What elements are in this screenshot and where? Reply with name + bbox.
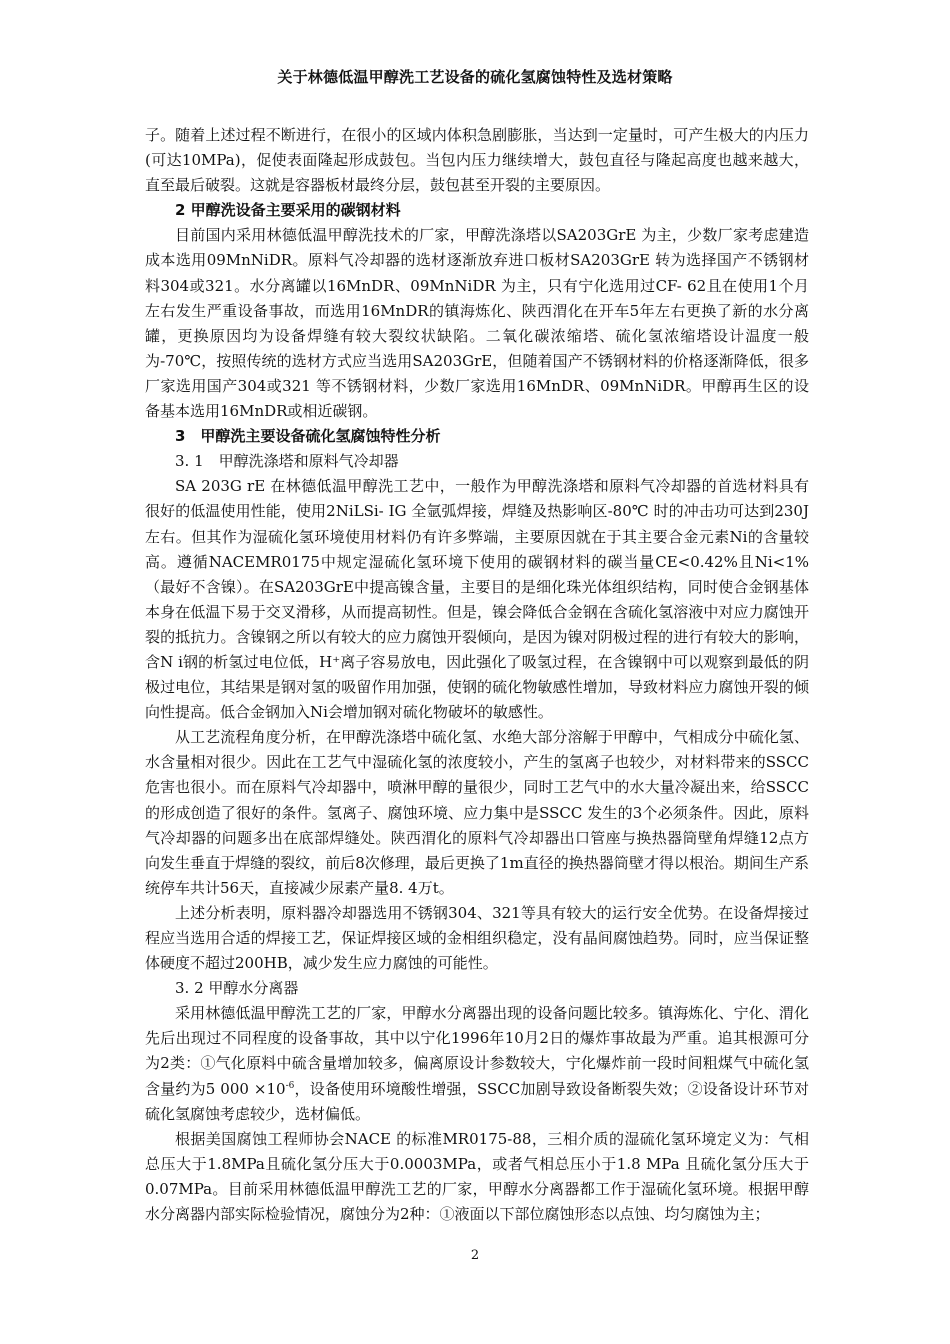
subsection-heading: 3. 2 甲醇水分离器 xyxy=(175,979,299,998)
page-number: 2 xyxy=(470,1248,480,1263)
section-heading: 3 甲醇洗主要设备硫化氢腐蚀特性分析 xyxy=(175,427,441,446)
section-heading: 2 甲醇洗设备主要采用的碳钢材料 xyxy=(175,201,401,220)
paragraph: 根据美国腐蚀工程师协会NACE 的标准MR0175-88，三相介质的湿硫化氢环境定义为：气相总压大于1.8MPa且硫化氢分压大于0.0003MPa，或者气相总压小于1.8 MPa 且硫化氢分压大于0.07MPa。目前采用林德低温甲醇洗工艺的厂家，甲醇水分离器都工作于湿硫化氢环境。根据甲醇水分离器内部实际检验情况，腐蚀分为2种：①液面以下部位腐蚀形态以点蚀、均匀腐蚀为主； xyxy=(145,1129,809,1224)
paragraph: 从工艺流程角度分析，在甲醇洗涤塔中硫化氢、水绝大部分溶解于甲醇中，气相成分中硫化氢、水含量相对很少。因此在工艺气中湿硫化氢的浓度较小，产生的氢离子也较少，对材料带来的SSCC危害也很小。而在原料气冷却器中，喷淋甲醇的量很少，同时工艺气中的水大量冷凝出来，给SSCC 的形成创造了很好的条件。氢离子、腐蚀环境、应力集中是SSCC 发生的3个必须条件。因此，原料气冷却器的问题多出在底部焊缝处。陕西渭化的原料气冷却器出口管座与换热器筒壁角焊缝12点方向发生垂直于焊缝的裂纹，前后8次修理，最后更换了1m直径的换热器筒壁才得以根治。期间生产系统停车共计56天，直接减少尿素产量8. 4万t。 xyxy=(145,728,809,897)
subsection-heading: 3. 1 甲醇洗涤塔和原料气冷却器 xyxy=(175,452,399,471)
document-body xyxy=(145,123,809,1227)
paragraph: 子。随着上述过程不断进行，在很小的区域内体积急剧膨胀，当达到一定量时，可产生极大的内压力(可达10MPa)，促使表面隆起形成鼓包。当包内压力继续增大，鼓包直径与隆起高度也越来越大，直至最后破裂。这就是容器板材最终分层，鼓包甚至开裂的主要原因。 xyxy=(145,126,809,195)
paragraph: SA 203G rE 在林德低温甲醇洗工艺中，一般作为甲醇洗涤塔和原料气冷却器的首选材料具有很好的低温使用性能，使用2NiLSi- IG 全氩弧焊接，焊缝及热影响区-80℃ 时的冲击功可达到230J左右。但其作为湿硫化氢环境使用材料仍有许多弊端，主要原因就在于其主要合金元素Ni的含量较高。遵循NACEMR0175中规定湿硫化氢环境下使用的碳钢材料的碳当量CE<0.42%且Ni<1%（最好不含镍）。在SA203GrE中提高镍含量，主要目的是细化珠光体组织结构，同时使合金钢基体本身在低温下易于交叉滑移，从而提高韧性。但是，镍会降低合金钢在含硫化氢溶液中对应力腐蚀开裂的抵抗力。含镍钢之所以有较大的应力腐蚀开裂倾向，是因为镍对阴极过程的进行有较大的影响，含N i钢的析氢过电位低，H⁺离子容易放电，因此强化了吸氢过程，在含镍钢中可以观察到最低的阴极过电位，其结果是钢对氢的吸留作用加强，使钢的硫化物敏感性增加，导致材料应力腐蚀开裂的倾向性提高。低合金钢加入Ni会增加钢对硫化物破坏的敏感性。 xyxy=(145,477,809,722)
paragraph-text: 采用林德低温甲醇洗工艺的厂家，甲醇水分离器出现的设备问题比较多。镇海炼化、宁化、渭化先后出现过不同程度的设备事故，其中以宁化1996年10月2日的爆炸事故最为严重。追其根源可分为2类：①气化原料中硫含量增加较多，偏离原设计参数较大，宁化爆炸前一段时间粗煤气中硫化氢含量约为5 000 ×10 xyxy=(145,1004,809,1098)
running-header: 关于林德低温甲醇洗工艺设备的硫化氢腐蚀特性及选材策略 xyxy=(277,68,673,86)
paragraph: 目前国内采用林德低温甲醇洗技术的厂家，甲醇洗涤塔以SA203GrE 为主，少数厂家考虑建造成本选用09MnNiDR。原料气冷却器的选材逐渐放弃进口板材SA203GrE 转为选择国产不锈钢材料304或321。水分离罐以16MnDR、09MnNiDR 为主，只有宁化选用过CF- 62且在使用1个月左右发生严重设备事故，而选用16MnDR的镇海炼化、陕西渭化在开车5年左右更换了新的水分离罐，更换原因均为设备焊缝有较大裂纹状缺陷。二氧化碳浓缩塔、硫化氢浓缩塔设计温度一般为-70℃，按照传统的选材方式应当选用SA203GrE，但随着国产不锈钢材料的价格逐渐降低，很多厂家选用国产304或321 等不锈钢材料，少数厂家选用16MnDR、09MnNiDR。甲醇再生区的设备基本选用16MnDR或相近碳钢。 xyxy=(145,226,809,421)
superscript: -6 xyxy=(285,1080,295,1091)
paragraph: 上述分析表明，原料器冷却器选用不锈钢304、321等具有较大的运行安全优势。在设备焊接过程应当选用合适的焊接工艺，保证焊接区域的金相组织稳定，没有晶间腐蚀趋势。同时，应当保证整体硬度不超过200HB，减少发生应力腐蚀的可能性。 xyxy=(145,903,809,973)
paragraph xyxy=(145,1001,809,1126)
paragraph-text: ，设备使用环境酸性增强，SSCC加剧导致设备断裂失效；②设备设计环节对硫化氢腐蚀考虑较少，选材偏低。 xyxy=(145,1079,809,1123)
